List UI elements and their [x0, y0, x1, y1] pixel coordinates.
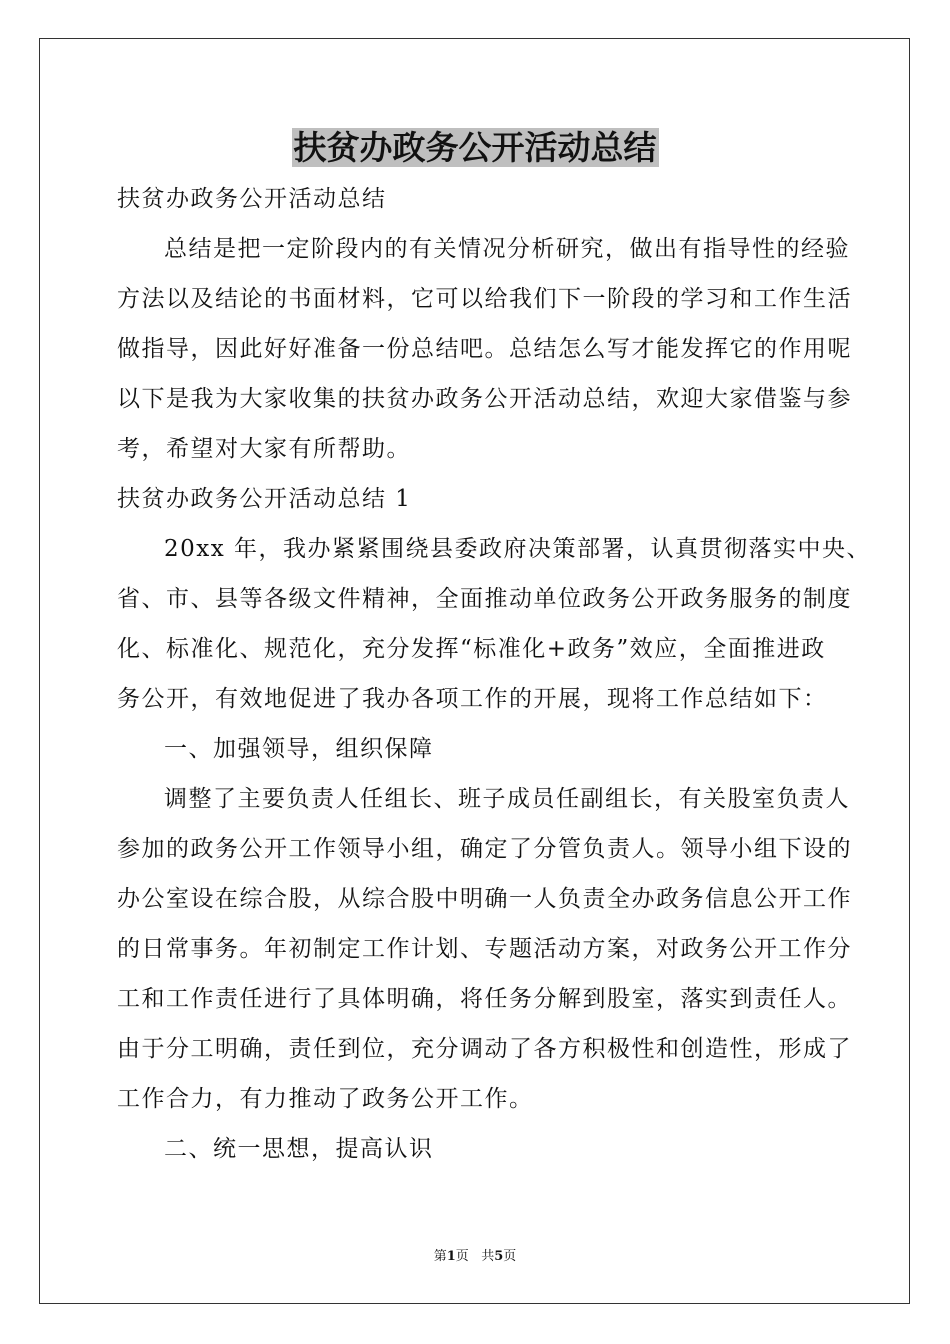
body-line-7: 办公室设在综合股，从综合股中明确一人负责全办政务信息公开工作 [117, 886, 852, 912]
page-number: 1 [446, 1249, 456, 1264]
body-line-11: 工作合力，有力推动了政务公开工作。 [117, 1086, 534, 1112]
body-line-10: 由于分工明确，责任到位，充分调动了各方积极性和创造性，形成了 [117, 1036, 852, 1062]
page-suffix: 页 [455, 1249, 469, 1264]
body-line-6: 参加的政务公开工作领导小组，确定了分管负责人。领导小组下设的 [117, 836, 852, 862]
intro-line-2: 方法以及结论的书面材料，它可以给我们下一阶段的学习和工作生活 [117, 286, 852, 312]
subtitle-line: 扶贫办政务公开活动总结 [117, 186, 387, 212]
intro-line-1: 总结是把一定阶段内的有关情况分析研究，做出有指导性的经验 [164, 236, 850, 262]
page-prefix: 第 [433, 1249, 447, 1264]
subheading-2: 二、统一思想，提高认识 [164, 1136, 434, 1162]
body-line-1: 20xx 年，我办紧紧围绕县委政府决策部署，认真贯彻落实中央、 [164, 536, 872, 562]
body-line-9: 工和工作责任进行了具体明确，将任务分解到股室，落实到责任人。 [117, 986, 852, 1012]
body-line-8: 的日常事务。年初制定工作计划、专题活动方案，对政务公开工作分 [117, 936, 852, 962]
subheading-1: 一、加强领导，组织保障 [164, 736, 434, 762]
total-prefix: 共 [481, 1249, 495, 1264]
total-pages: 5 [494, 1249, 504, 1264]
body-line-4: 务公开，有效地促进了我办各项工作的开展，现将工作总结如下： [117, 686, 828, 712]
intro-line-5: 考，希望对大家有所帮助。 [117, 436, 411, 462]
body-line-3: 化、标准化、规范化，充分发挥“标准化+政务”效应，全面推进政 [117, 636, 826, 662]
page-border [39, 38, 910, 1304]
intro-line-4: 以下是我为大家收集的扶贫办政务公开活动总结，欢迎大家借鉴与参 [117, 386, 852, 412]
body-line-5: 调整了主要负责人任组长、班子成员任副组长，有关股室负责人 [164, 786, 850, 812]
body-line-2: 省、市、县等各级文件精神，全面推动单位政务公开政务服务的制度 [117, 586, 852, 612]
total-suffix: 页 [503, 1249, 517, 1264]
section-heading-1: 扶贫办政务公开活动总结 1 [117, 486, 412, 512]
document-title [0, 124, 950, 172]
intro-line-3: 做指导，因此好好准备一份总结吧。总结怎么写才能发挥它的作用呢 [117, 336, 852, 362]
page-footer [0, 1248, 950, 1266]
document-title-text: 扶贫办政务公开活动总结 [293, 128, 657, 167]
